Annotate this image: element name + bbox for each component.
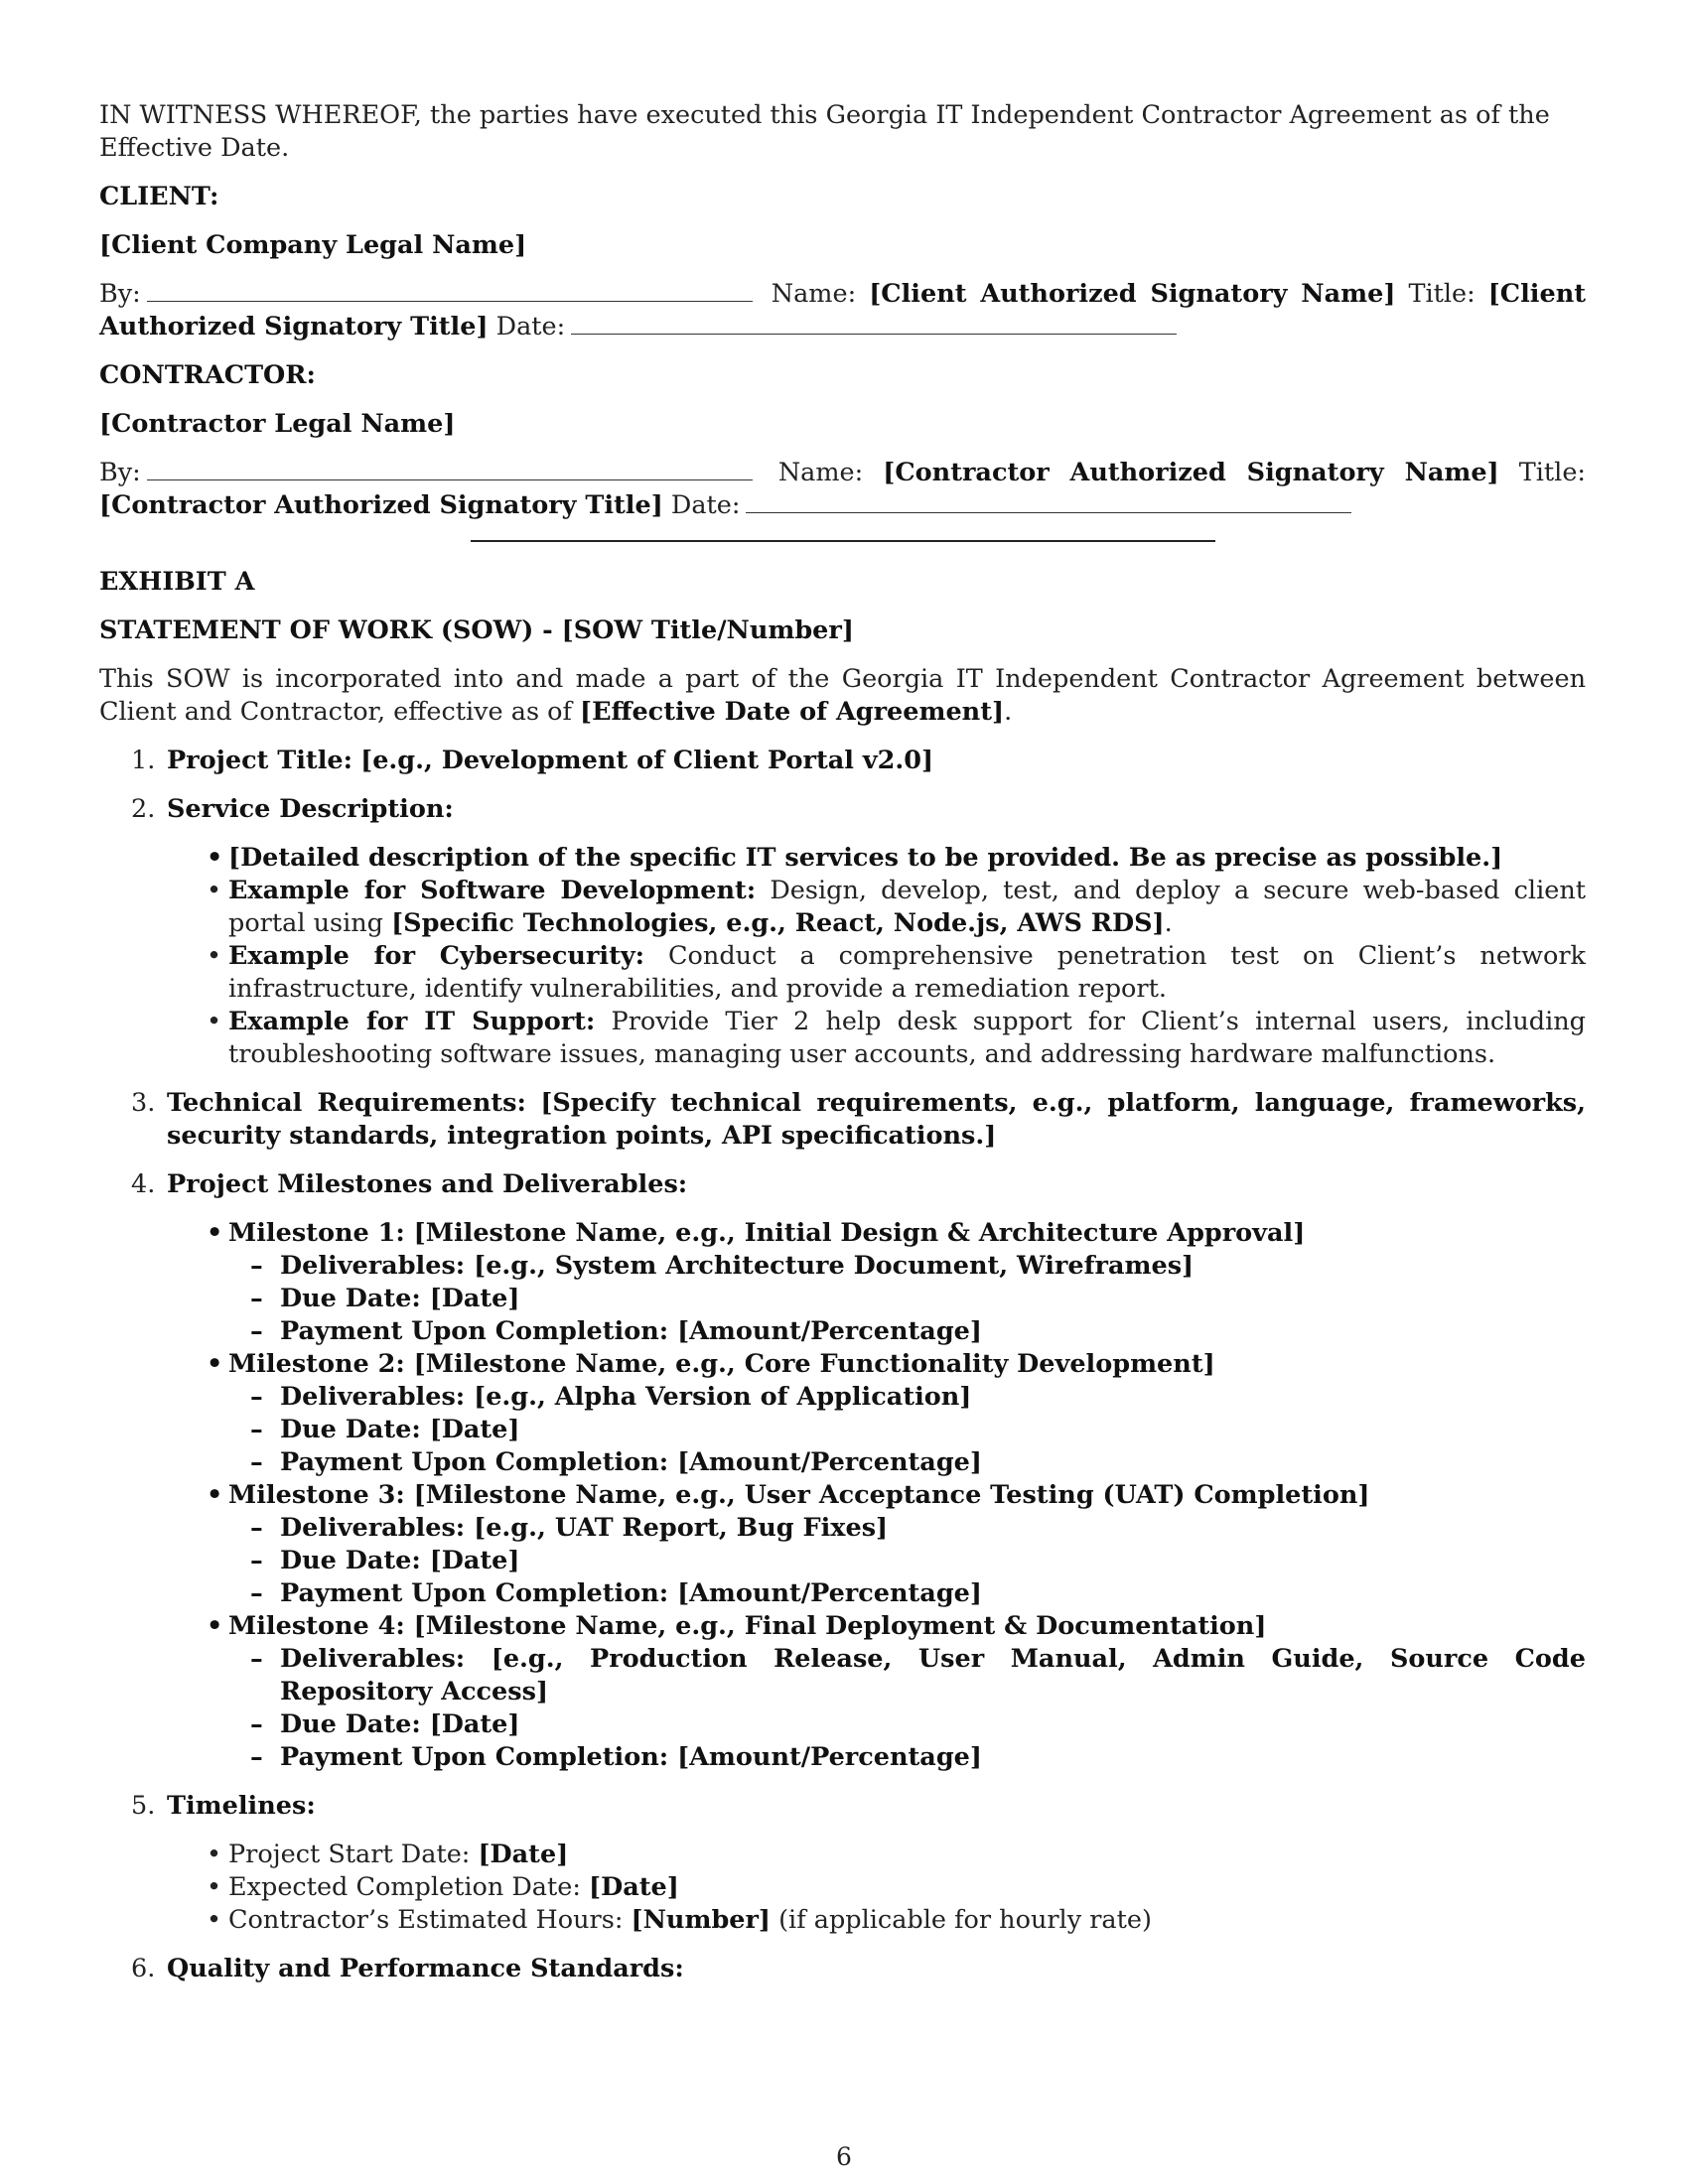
item-value: [Date]	[478, 1840, 569, 1869]
section-value: [e.g., Development of Client Portal v2.0]	[360, 746, 934, 775]
client-date-label: Date:	[495, 312, 566, 341]
section-divider	[471, 540, 1215, 542]
deliverables-value: [e.g., UAT Report, Bug Fixes]	[474, 1513, 889, 1543]
section-milestones	[99, 1168, 1586, 1774]
payment-item	[228, 1741, 1586, 1774]
deliverables-item	[228, 1643, 1586, 1708]
payment-label: Payment Upon Completion:	[280, 1578, 669, 1608]
due-date-label: Due Date:	[280, 1415, 421, 1444]
payment-value: [Amount/Percentage]	[677, 1316, 982, 1346]
section-number: 3.	[131, 1088, 156, 1118]
item-label: Project Start Date:	[228, 1840, 471, 1869]
milestone-name: [Milestone Name, e.g., Core Functionality Development]	[413, 1349, 1215, 1379]
milestone-details	[228, 1643, 1586, 1774]
item-label: Expected Completion Date:	[228, 1872, 581, 1902]
sow-sections	[99, 745, 1586, 1985]
item-label: Example for Cybersecurity:	[228, 941, 645, 971]
payment-item	[228, 1315, 1586, 1348]
client-signature-line	[147, 279, 753, 302]
section-number: 4.	[131, 1169, 156, 1199]
deliverables-value: [e.g., Production Release, User Manual, Admin Guide, Source Code Repository Access]	[280, 1644, 1586, 1706]
payment-value: [Amount/Percentage]	[677, 1447, 982, 1477]
item-label: Example for Software Development:	[228, 876, 757, 905]
section-technical-requirements	[99, 1087, 1586, 1153]
milestone-4	[167, 1610, 1586, 1774]
milestone-details	[228, 1512, 1586, 1610]
item-text: Provide Tier 2 help desk support for Client’s internal users, including troubleshooting software issues, managing user accounts, and addressing hardware malfunctions.	[228, 1007, 1586, 1069]
section-label: Timelines:	[167, 1791, 316, 1821]
sow-intro	[99, 663, 1586, 729]
section-project-title	[99, 745, 1586, 777]
contractor-signature-block	[99, 457, 1586, 522]
deliverables-label: Deliverables:	[280, 1382, 466, 1412]
client-title-label: Title:	[1408, 279, 1476, 309]
deliverables-item	[228, 1250, 1586, 1283]
contractor-name-label: Name:	[777, 458, 864, 487]
deliverables-value: [e.g., System Architecture Document, Wireframes]	[474, 1251, 1195, 1281]
milestone-label: Milestone 1:	[228, 1218, 405, 1248]
item-end: .	[1164, 908, 1173, 938]
payment-label: Payment Upon Completion:	[280, 1447, 669, 1477]
deliverables-label: Deliverables:	[280, 1644, 466, 1674]
section-number: 1.	[131, 746, 156, 775]
section-label: Project Title:	[167, 746, 353, 775]
exhibit-label: EXHIBIT A	[99, 567, 255, 597]
section-number: 2.	[131, 794, 156, 824]
item-label: Example for IT Support:	[228, 1007, 596, 1036]
item-value: [Number]	[631, 1905, 771, 1935]
due-date-value: [Date]	[429, 1709, 520, 1739]
section-label: Technical Requirements:	[167, 1088, 526, 1118]
list-item	[167, 1871, 1586, 1904]
milestone-2	[167, 1348, 1586, 1479]
section-service-description	[99, 793, 1586, 1071]
client-signature-block	[99, 278, 1586, 343]
item-value: [Specific Technologies, e.g., React, Node.js, AWS RDS]	[391, 908, 1165, 938]
list-item	[167, 1904, 1586, 1937]
client-heading: CLIENT:	[99, 182, 219, 211]
section-quality-standards	[99, 1953, 1586, 1985]
milestone-details	[228, 1250, 1586, 1348]
list-item	[167, 1006, 1586, 1071]
payment-value: [Amount/Percentage]	[677, 1742, 982, 1772]
section-number: 5.	[131, 1791, 156, 1821]
due-date-item	[228, 1283, 1586, 1315]
item-text: Conduct a comprehensive penetration test on Client’s network infrastructure, identify vulnerabilities, and provide a remediation report.	[228, 941, 1586, 1004]
client-company-name: [Client Company Legal Name]	[99, 230, 527, 260]
deliverables-value: [e.g., Alpha Version of Application]	[474, 1382, 972, 1412]
section-value: [Specify technical requirements, e.g., platform, language, frameworks, security standards, integration points, API specifications.]	[167, 1088, 1587, 1151]
due-date-label: Due Date:	[280, 1284, 421, 1313]
milestone-label: Milestone 3:	[228, 1480, 405, 1510]
contractor-date-line	[746, 490, 1351, 513]
sow-title: STATEMENT OF WORK (SOW) - [SOW Title/Number]	[99, 615, 854, 645]
deliverables-label: Deliverables:	[280, 1251, 466, 1281]
deliverables-item	[228, 1381, 1586, 1414]
item-note: (if applicable for hourly rate)	[778, 1905, 1152, 1935]
timeline-list	[167, 1839, 1586, 1937]
due-date-item	[228, 1414, 1586, 1446]
payment-label: Payment Upon Completion:	[280, 1316, 669, 1346]
list-item	[167, 940, 1586, 1006]
service-bullet-list	[167, 842, 1586, 1071]
due-date-value: [Date]	[429, 1415, 520, 1444]
client-date-line	[571, 312, 1177, 335]
milestone-name: [Milestone Name, e.g., User Acceptance Testing (UAT) Completion]	[413, 1480, 1370, 1510]
section-timelines	[99, 1790, 1586, 1937]
milestone-details	[228, 1381, 1586, 1479]
milestone-1	[167, 1217, 1586, 1348]
payment-item	[228, 1446, 1586, 1479]
due-date-item	[228, 1708, 1586, 1741]
item-label: Contractor’s Estimated Hours:	[228, 1905, 624, 1935]
milestone-name: [Milestone Name, e.g., Final Deployment & Documentation]	[413, 1611, 1267, 1641]
contractor-by-label: By:	[99, 458, 141, 487]
client-signatory-title: [Client Authorized Signatory Title]	[99, 279, 1587, 341]
due-date-label: Due Date:	[280, 1709, 421, 1739]
contractor-signatory-title: [Contractor Authorized Signatory Title]	[99, 490, 663, 520]
milestone-list	[167, 1217, 1586, 1774]
sow-intro-end: .	[1004, 697, 1013, 727]
due-date-item	[228, 1545, 1586, 1577]
deliverables-label: Deliverables:	[280, 1513, 466, 1543]
due-date-value: [Date]	[429, 1284, 520, 1313]
section-label: Project Milestones and Deliverables:	[167, 1169, 688, 1199]
list-item	[167, 875, 1586, 940]
milestone-label: Milestone 4:	[228, 1611, 405, 1641]
contractor-signature-line	[147, 458, 753, 480]
contractor-title-label: Title:	[1518, 458, 1586, 487]
due-date-label: Due Date:	[280, 1546, 421, 1575]
item-text: Design, develop, test, and deploy a secure web-based client portal using	[228, 876, 1586, 938]
client-by-label: By:	[99, 279, 141, 309]
contractor-date-label: Date:	[670, 490, 741, 520]
list-item	[167, 1839, 1586, 1871]
witness-clause: IN WITNESS WHEREOF, the parties have executed this Georgia IT Independent Contractor Agreement as of the Effective Date.	[99, 100, 1550, 163]
contractor-heading: CONTRACTOR:	[99, 360, 316, 390]
document-page	[99, 99, 1586, 2001]
payment-value: [Amount/Percentage]	[677, 1578, 982, 1608]
client-name-label: Name:	[771, 279, 857, 309]
milestone-name: [Milestone Name, e.g., Initial Design & Architecture Approval]	[413, 1218, 1306, 1248]
payment-label: Payment Upon Completion:	[280, 1742, 669, 1772]
sow-intro-text: This SOW is incorporated into and made a part of the Georgia IT Independent Contractor Agreement between Client and Contractor, effective as of	[99, 664, 1586, 727]
payment-item	[228, 1577, 1586, 1610]
contractor-signatory-name: [Contractor Authorized Signatory Name]	[883, 458, 1499, 487]
page-number: 6	[836, 2142, 852, 2171]
agreement-effective-date: [Effective Date of Agreement]	[580, 697, 1005, 727]
section-label: Service Description:	[167, 794, 454, 824]
list-item: • [Detailed description of the specific IT services to be provided. Be as precise as possible.]	[167, 842, 1586, 875]
client-signatory-name: [Client Authorized Signatory Name]	[869, 279, 1396, 309]
deliverables-item	[228, 1512, 1586, 1545]
item-value: [Date]	[589, 1872, 679, 1902]
due-date-value: [Date]	[429, 1546, 520, 1575]
section-label: Quality and Performance Standards:	[167, 1954, 684, 1983]
milestone-label: Milestone 2:	[228, 1349, 405, 1379]
section-number: 6.	[131, 1954, 156, 1983]
milestone-3	[167, 1479, 1586, 1610]
contractor-company-name: [Contractor Legal Name]	[99, 409, 456, 439]
